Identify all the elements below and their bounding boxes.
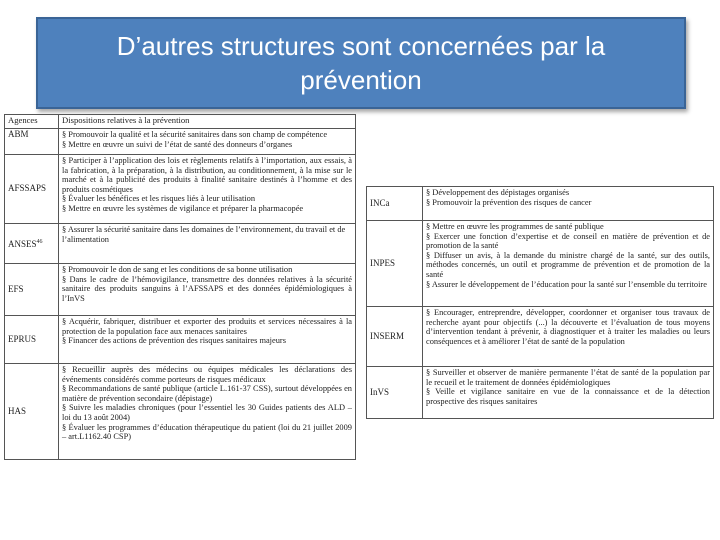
provision-line: § Évaluer les bénéfices et les risques liés à leur utilisation bbox=[62, 194, 256, 204]
agency-has: HAS bbox=[5, 364, 59, 460]
provision-line: § Recommandations de santé publique (article L.161-37 CSS), surtout développées en matière de prévention secondaire (dépistage) bbox=[62, 384, 352, 403]
table-row bbox=[5, 364, 356, 460]
provision-line: § Promouvoir la prévention des risques de cancer bbox=[426, 197, 592, 207]
slide-title-line2: prévention bbox=[300, 65, 422, 95]
provision-line: § Promouvoir la qualité et la sécurité sanitaires dans son champ de compétence bbox=[62, 130, 328, 139]
table-row bbox=[367, 307, 714, 367]
left-table-header bbox=[5, 115, 356, 129]
agency-inpes: INPES bbox=[367, 221, 423, 307]
provision-line: § Assurer le développement de l’éducation pour la santé sur l’ensemble du territoire bbox=[426, 279, 707, 289]
provisions-efs bbox=[59, 264, 356, 316]
table-row bbox=[5, 224, 356, 264]
slide-title-box bbox=[36, 17, 686, 109]
provision-line: § Évaluer les programmes d’éducation thérapeutique du patient (loi du 21 juillet 2009 – art.L1162.40 CSP) bbox=[62, 422, 352, 442]
agency-eprus: EPRUS bbox=[5, 316, 59, 364]
provisions-eprus bbox=[59, 316, 356, 364]
slide-title-line1: D’autres structures sont concernées par la bbox=[116, 31, 606, 61]
table-row bbox=[367, 187, 714, 221]
provisions-abm bbox=[59, 129, 356, 155]
provision-line: § Surveiller et observer de manière permanente l’état de santé de la population par le recueil et le traitement de données épidémiologiques bbox=[426, 368, 710, 387]
header-provisions: Dispositions relatives à la prévention bbox=[59, 115, 356, 129]
provision-line: § Mettre en œuvre un suivi de l’état de santé des donneurs d’organes bbox=[62, 139, 293, 149]
agency-afssaps: AFSSAPS bbox=[5, 155, 59, 224]
provision-line: § Dans le cadre de l’hémovigilance, transmettre des données relatives à la sécurité sanitaire des produits sanguins à l’AFSSAPS et des données épidémiologiques à l’InVS bbox=[62, 274, 352, 303]
table-row bbox=[5, 129, 356, 155]
provisions-has bbox=[59, 364, 356, 460]
provision-line: § Financer des actions de prévention des risques sanitaires majeurs bbox=[62, 336, 286, 346]
left-agency-table bbox=[4, 114, 356, 460]
provision-line: § Assurer la sécurité sanitaire dans les domaines de l’environnement, du travail et de l’alimentation bbox=[62, 225, 346, 244]
right-agency-table bbox=[366, 186, 714, 419]
agency-abm: ABM bbox=[5, 129, 59, 155]
agency-anses-name: ANSES bbox=[8, 238, 37, 249]
table-row bbox=[5, 316, 356, 364]
header-agency: Agences bbox=[5, 115, 59, 129]
table-row bbox=[5, 264, 356, 316]
provision-line: § Exercer une fonction d’expertise et de conseil en matière de prévention et de promotion de la santé bbox=[426, 231, 710, 251]
provision-line: § Veille et vigilance sanitaire en vue de la connaissance et de la détection prospective des risques sanitaires bbox=[426, 387, 710, 406]
agency-inca: INCa bbox=[367, 187, 423, 221]
provision-line: § Acquérir, fabriquer, distribuer et exporter des produits et services nécessaires à la protection de la population face aux menaces sanitaires bbox=[62, 317, 352, 336]
table-row bbox=[367, 367, 714, 419]
provision-line: § Promouvoir le don de sang et les conditions de sa bonne utilisation bbox=[62, 265, 293, 274]
table-row bbox=[367, 221, 714, 307]
provision-line: § Suivre les maladies chroniques (pour l’essentiel les 30 Guides patients des ALD – loi du 13 août 2004) bbox=[62, 403, 352, 422]
provisions-anses bbox=[59, 224, 356, 264]
provisions-inpes bbox=[423, 221, 714, 307]
agency-anses bbox=[5, 224, 59, 264]
provisions-invs bbox=[423, 367, 714, 419]
provisions-inserm bbox=[423, 307, 714, 367]
provision-line: § Mettre en œuvre les systèmes de vigilance et préparer la pharmacopée bbox=[62, 203, 304, 213]
agency-invs: InVS bbox=[367, 367, 423, 419]
agency-anses-footnote: 46 bbox=[36, 238, 43, 245]
provisions-afssaps bbox=[59, 155, 356, 224]
provision-line: § Mettre en œuvre les programmes de santé publique bbox=[426, 222, 604, 231]
provision-line: § Recueillir auprès des médecins ou équipes médicales les déclarations des événements considérés comme porteurs de risques médicaux bbox=[62, 365, 352, 384]
provision-line: § Participer à l’application des lois et règlements relatifs à l’importation, aux essais, à la fabrication, à la préparation, à la distribution, au conditionnement, à la mise sur le marché et à la publicité des produits à finalité sanitaire destinés à l’homme et des produits cosmétiques bbox=[62, 156, 352, 194]
provision-line: § Diffuser un avis, à la demande du ministre chargé de la santé, sur des outils, méthodes concernés, un outil et programme de prévention et de promotion de la santé bbox=[426, 250, 710, 279]
agency-efs: EFS bbox=[5, 264, 59, 316]
agency-inserm: INSERM bbox=[367, 307, 423, 367]
provision-line: § Développement des dépistages organisés bbox=[426, 188, 570, 197]
provision-line: § Encourager, entreprendre, développer, coordonner et organiser tous travaux de recherche ayant pour objectifs (...) la découverte et l’évaluation de tous moyens d’intervention tendant à prévenir, à diagnostiquer et à traiter les maladies ou leurs conséquences et à améliorer l’état de santé de la population bbox=[426, 308, 710, 346]
table-row bbox=[5, 155, 356, 224]
provisions-inca bbox=[423, 187, 714, 221]
